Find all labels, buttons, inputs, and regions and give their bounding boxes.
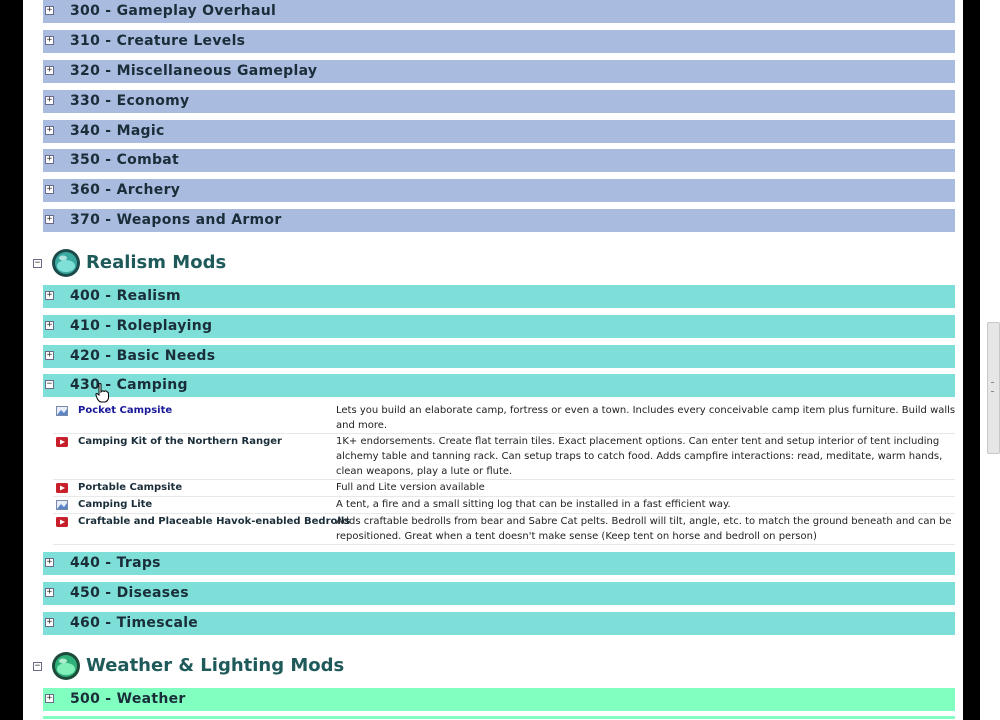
- category-310-creature-levels[interactable]: [43, 30, 955, 54]
- expand-toggle-icon[interactable]: +: [46, 35, 53, 45]
- mod-name[interactable]: Camping Kit of the Northern Ranger: [78, 436, 282, 447]
- category-title: 300 - Gameplay Overhaul: [70, 3, 277, 19]
- collapse-toggle-icon[interactable]: −: [46, 379, 53, 389]
- category-title: 500 - Weather: [70, 691, 186, 707]
- category-450-diseases[interactable]: [43, 582, 955, 606]
- expand-toggle-icon[interactable]: +: [46, 154, 53, 164]
- mod-entry-portable-campsite: [53, 480, 955, 497]
- expand-toggle-icon[interactable]: +: [46, 290, 53, 300]
- expand-toggle-icon[interactable]: +: [46, 693, 53, 703]
- category-300-gameplay-overhaul[interactable]: [43, 0, 955, 24]
- mod-list-page: [23, 0, 963, 720]
- expand-toggle-icon[interactable]: +: [46, 617, 53, 627]
- collapse-toggle-icon[interactable]: −: [34, 661, 41, 671]
- section-title: Realism Mods: [86, 252, 227, 273]
- category-title: 440 - Traps: [70, 555, 161, 571]
- category-410-roleplaying[interactable]: [43, 315, 955, 339]
- globe-icon: [51, 651, 81, 681]
- video-icon: [56, 517, 68, 527]
- expand-toggle-icon[interactable]: +: [46, 320, 53, 330]
- category-460-timescale[interactable]: [43, 612, 955, 636]
- section-realism-mods: [28, 247, 628, 283]
- category-360-archery[interactable]: [43, 179, 955, 203]
- category-320-miscellaneous-gameplay[interactable]: [43, 60, 955, 84]
- category-title: 320 - Miscellaneous Gameplay: [70, 63, 318, 79]
- category-500-weather[interactable]: [43, 688, 955, 712]
- mod-entry-camping-lite: [53, 497, 955, 514]
- category-title: 330 - Economy: [70, 93, 190, 109]
- category-title: 430 - Camping: [70, 377, 188, 393]
- category-title: 460 - Timescale: [70, 615, 199, 631]
- category-title: 410 - Roleplaying: [70, 318, 213, 334]
- mod-description: Full and Lite version available: [336, 482, 485, 493]
- category-430-camping[interactable]: [43, 374, 955, 398]
- category-title: 420 - Basic Needs: [70, 348, 216, 364]
- expand-toggle-icon[interactable]: +: [46, 65, 53, 75]
- image-icon: [56, 406, 68, 416]
- category-370-weapons-and-armor[interactable]: [43, 209, 955, 233]
- expand-toggle-icon[interactable]: +: [46, 184, 53, 194]
- hand-cursor-icon: [95, 383, 109, 403]
- expand-toggle-icon[interactable]: +: [46, 350, 53, 360]
- category-440-traps[interactable]: [43, 552, 955, 576]
- category-title: 450 - Diseases: [70, 585, 189, 601]
- mod-entry-havok-bedrolls: [53, 514, 955, 545]
- mod-description: A tent, a fire and a small sitting log that can be installed in a fast efficient way.: [336, 499, 731, 510]
- globe-icon: [51, 248, 81, 278]
- video-icon: [56, 437, 68, 447]
- expand-toggle-icon[interactable]: +: [46, 214, 53, 224]
- camping-mod-list: [53, 403, 955, 545]
- category-title: 310 - Creature Levels: [70, 33, 246, 49]
- category-next-row[interactable]: [43, 716, 955, 720]
- expand-toggle-icon[interactable]: +: [46, 95, 53, 105]
- category-title: 400 - Realism: [70, 288, 181, 304]
- category-title: 350 - Combat: [70, 152, 180, 168]
- collapse-toggle-icon[interactable]: −: [34, 258, 41, 268]
- mod-description: 1K+ endorsements. Create flat terrain tiles. Exact placement options. Can enter tent and setup interior of tent including alchemy table and tanning rack. Can setup traps to catch food. Adds campfire interactions: read, meditate, warm hands, clean weapons, play a lute or flute.: [336, 436, 943, 477]
- mod-description: Lets you build an elaborate camp, fortress or even a town. Includes every conceivable camp item plus furniture. Build walls and more.: [336, 405, 956, 431]
- mod-name[interactable]: Camping Lite: [78, 499, 153, 510]
- category-340-magic[interactable]: [43, 120, 955, 144]
- category-330-economy[interactable]: [43, 90, 955, 114]
- mod-description: Adds craftable bedrolls from bear and Sabre Cat pelts. Bedroll will tilt, angle, etc. to match the ground beneath and can be repositioned. Great when a tent doesn't make sense (Keep tent on horse and bedroll on person): [336, 516, 952, 542]
- expand-toggle-icon[interactable]: +: [46, 557, 53, 567]
- category-title: 370 - Weapons and Armor: [70, 212, 282, 228]
- category-title: 360 - Archery: [70, 182, 181, 198]
- expand-toggle-icon[interactable]: +: [46, 5, 53, 15]
- mod-name-link[interactable]: Pocket Campsite: [78, 405, 173, 416]
- section-weather-lighting-mods: [28, 650, 628, 686]
- category-400-realism[interactable]: [43, 285, 955, 309]
- category-420-basic-needs[interactable]: [43, 345, 955, 369]
- category-title: 340 - Magic: [70, 123, 165, 139]
- mod-name[interactable]: Portable Campsite: [78, 482, 183, 493]
- scrollbar-grip-icon: [991, 382, 994, 392]
- mod-name[interactable]: Craftable and Placeable Havok-enabled Bedrolls: [78, 516, 351, 527]
- expand-toggle-icon[interactable]: +: [46, 587, 53, 597]
- video-icon: [56, 483, 68, 493]
- expand-toggle-icon[interactable]: +: [46, 125, 53, 135]
- image-icon: [56, 500, 68, 510]
- section-title: Weather & Lighting Mods: [86, 655, 345, 676]
- mod-entry-pocket-campsite: [53, 403, 955, 434]
- mod-entry-camping-kit: [53, 434, 955, 480]
- category-350-combat[interactable]: [43, 149, 955, 173]
